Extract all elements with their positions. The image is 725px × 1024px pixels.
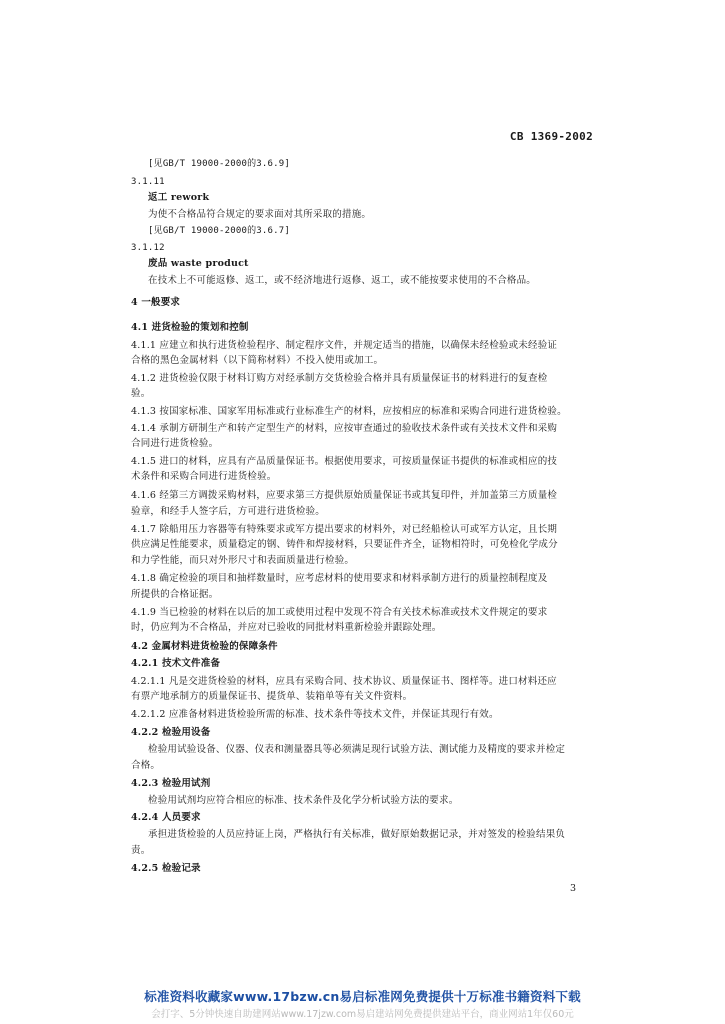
text-line: 时，仍应判为不合格品，并应对已验收的同批材料重新检验并跟踪处理。 [131, 622, 442, 633]
text-line: 返工 rework [148, 192, 210, 203]
text-line: 4.2.1.2 应准备材料进货检验所需的标准、技术条件等技术文件，并保证其现行有效。 [131, 709, 499, 720]
text-line: 4.2.2 检验用设备 [131, 727, 211, 738]
text-line: 3.1.12 [131, 243, 165, 253]
text-line: 4.1 进货检验的策划和控制 [131, 322, 249, 333]
text-line: 合格。 [131, 760, 161, 771]
text-line: 在技术上不可能返修、返工，或不经济地进行返修、返工，或不能按要求使用的不合格品。 [148, 275, 537, 286]
text-line: 4.1.8 确定检验的项目和抽样数量时，应考虑材料的使用要求和材料承制方进行的质量控制程度及 [131, 573, 548, 584]
text-line: 4.1.1 应建立和执行进货检验程序、制定程序文件，并规定适当的措施，以确保未经检验或未经验证 [131, 340, 558, 351]
text-line: 4.1.2 进货检验仅限于材料订购方对经承制方交货检验合格并具有质量保证书的材料进行的复查检 [131, 373, 548, 384]
text-line: 所提供的合格证据。 [131, 589, 219, 600]
text-line: 合同进行进货检验。 [131, 438, 219, 449]
text-line: 4.2.3 检验用试剂 [131, 778, 211, 789]
text-line: 4.1.7 除船用压力容器等有特殊要求或军方提出要求的材料外，对已经船检认可或军方认定，且长期 [131, 524, 558, 535]
text-line: 4.2.4 人员要求 [131, 812, 201, 823]
text-line: 验章，和经手人签字后，方可进行进货检验。 [131, 506, 326, 517]
text-line: 4.1.3 按国家标准、国家军用标准或行业标准生产的材料，应按相应的标准和采购合同进行进货检验。 [131, 406, 567, 417]
text-line: 合格的黑色金属材料（以下简称材料）不投入使用或加工。 [131, 355, 384, 366]
text-line: 4.2 金属材料进货检验的保障条件 [131, 641, 278, 652]
text-line: [见GB/T 19000-2000的3.6.9] [148, 159, 291, 169]
standard-number: CB 1369-2002 [509, 130, 593, 143]
text-line: 4.1.4 承制方研制生产和转产定型生产的材料，应按审查通过的验收技术条件或有关技术文件和采购 [131, 423, 558, 434]
watermark-footer-line1: 标准资料收藏家www.17bzw.cn易启标准网免费提供十万标准书籍资料下载 [144, 989, 581, 1004]
text-line: 4.1.5 进口的材料，应具有产品质量保证书。根据使用要求，可按质量保证书提供的标准或相应的技 [131, 456, 558, 467]
text-line: 4.1.6 经第三方调拨采购材料，应要求第三方提供原始质量保证书或其复印件，并加盖第三方质量检 [131, 490, 558, 501]
text-line: 检验用试验设备、仪器、仪表和测量器具等必须满足现行试验方法、测试能力及精度的要求并检定 [148, 744, 566, 755]
text-line: [见GB/T 19000-2000的3.6.7] [148, 226, 291, 236]
text-line: 4.1.9 当已检验的材料在以后的加工或使用过程中发现不符合有关技术标准或技术文件规定的要求 [131, 607, 548, 618]
page-number: 3 [570, 883, 577, 894]
text-line: 术条件和采购合同进行进货检验。 [131, 471, 277, 482]
text-line: 4 一般要求 [131, 297, 181, 308]
text-line: 有票产地承制方的质量保证书、提货单、装箱单等有关文件资料。 [131, 691, 413, 702]
text-line: 责。 [131, 845, 151, 856]
text-line: 和力学性能，而只对外形尺寸和表面质量进行检验。 [131, 555, 355, 566]
text-line: 为使不合格品符合规定的要求面对其所采取的措施。 [148, 209, 372, 220]
text-line: 检验用试剂均应符合相应的标准、技术条件及化学分析试验方法的要求。 [148, 795, 459, 806]
watermark-footer-line2: 会打字、5分钟快速自助建网站www.17jzw.com易启建站网免费提供建站平台，商业网站1年仅60元 [151, 1009, 574, 1020]
text-line: 3.1.11 [131, 177, 165, 187]
text-line: 供应满足性能要求，质量稳定的钢、铸件和焊接材料，只要证件齐全，证物相符时，可免检化学成分 [131, 539, 558, 550]
text-line: 废品 waste product [148, 258, 249, 269]
text-line: 4.2.1 技术文件准备 [131, 658, 221, 669]
text-line: 验。 [131, 388, 151, 399]
text-line: 4.2.1.1 凡是交进货检验的材料，应具有采购合同、技术协议、质量保证书、图样等。进口材料还应 [131, 676, 557, 687]
text-line: 4.2.5 检验记录 [131, 863, 201, 874]
text-line: 承担进货检验的人员应持证上岗，严格执行有关标准，做好原始数据记录，并对签发的检验结果负 [148, 829, 566, 840]
